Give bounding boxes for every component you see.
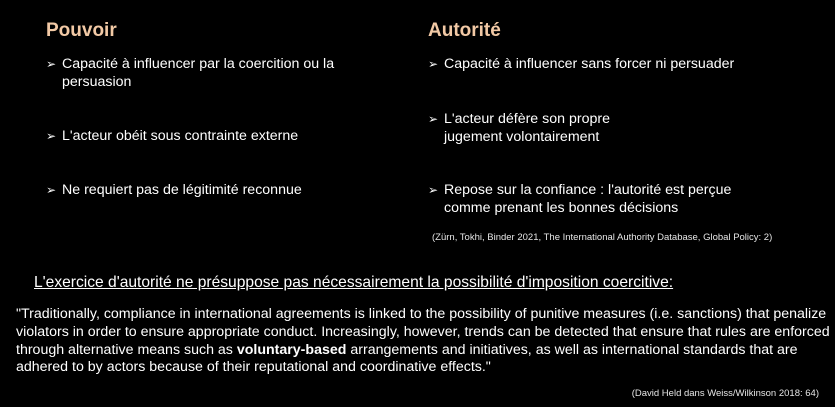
bullet-item bbox=[428, 181, 758, 217]
arrow-bullet-icon: ➢ bbox=[428, 57, 439, 71]
bullet-item bbox=[428, 110, 668, 146]
bullet-item bbox=[46, 127, 386, 145]
quote-bold-term: voluntary-based bbox=[236, 341, 347, 358]
bullet-item bbox=[46, 181, 386, 199]
bullet-text: Capacité à influencer sans forcer ni persuader bbox=[444, 56, 735, 72]
quote-text-end: arrangements and initiatives, as well as international standards that are adhered to by actors because of their reputational and coordinative effects." bbox=[16, 341, 798, 376]
bullet-text: Repose sur la confiance : l'autorité est perçue comme prenant les bonnes décisions bbox=[444, 182, 732, 216]
bullet-text: L'acteur défère son propre jugement volontairement bbox=[444, 111, 610, 145]
quote-held bbox=[16, 306, 831, 377]
bullet-item bbox=[428, 55, 788, 73]
bullet-text: L'acteur obéit sous contrainte externe bbox=[62, 128, 299, 144]
arrow-bullet-icon: ➢ bbox=[428, 112, 439, 126]
arrow-bullet-icon: ➢ bbox=[46, 183, 57, 197]
citation-zurn: (Zürn, Tokhi, Binder 2021, The International Authority Database, Global Policy: 2) bbox=[432, 232, 773, 243]
bullet-text: Capacité à influencer par la coercition ou la persuasion bbox=[62, 56, 335, 90]
citation-held: (David Held dans Weiss/Wilkinson 2018: 64) bbox=[631, 388, 819, 399]
subtitle-exercice-autorite: L'exercice d'autorité ne présuppose pas nécessairement la possibilité d'imposition coercitive: bbox=[34, 274, 674, 291]
arrow-bullet-icon: ➢ bbox=[46, 57, 57, 71]
arrow-bullet-icon: ➢ bbox=[428, 183, 439, 197]
quote-text-start: "Traditionally, compliance in international agreements is linked to the possibility of punitive measures (i.e. sanctions) that penalize violators in order to ensure appropriate conduct. Increasingly, however, trends can be detected that ensure that rules are enforced through alternative means such as bbox=[16, 306, 830, 358]
arrow-bullet-icon: ➢ bbox=[46, 129, 57, 143]
heading-autorite: Autorité bbox=[428, 20, 501, 41]
heading-pouvoir: Pouvoir bbox=[46, 20, 117, 41]
bullet-item bbox=[46, 55, 386, 91]
bullet-text: Ne requiert pas de légitimité reconnue bbox=[62, 182, 302, 198]
